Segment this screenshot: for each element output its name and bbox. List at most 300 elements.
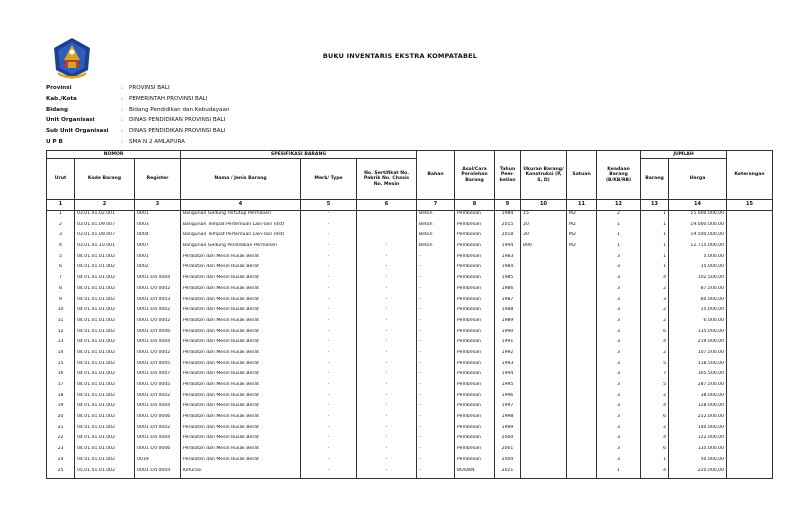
meta-row <box>46 115 229 126</box>
cell-nama-barang: Peralatan dan Mesin Rusak Berat <box>181 446 301 457</box>
cell-kode-barang: 04.01.01.01.002 <box>75 361 135 372</box>
cell-jumlah-barang: 1 <box>641 243 669 254</box>
cell-register: 0003 <box>135 222 181 233</box>
cell-bahan: - <box>417 393 455 404</box>
table-row <box>47 457 773 468</box>
cell-kode-barang: 04.01.01.01.002 <box>75 414 135 425</box>
cell-satuan <box>567 264 597 275</box>
cell-asal: Pembelian <box>455 254 495 265</box>
cell-bahan: - <box>417 264 455 275</box>
cell-ukuran <box>521 297 567 308</box>
cell-satuan <box>567 361 597 372</box>
cell-bahan: - <box>417 361 455 372</box>
cell-keadaan: 3 <box>597 318 641 329</box>
cell-register: 0001 s/d 0004 <box>135 468 181 479</box>
cell-ukuran <box>521 350 567 361</box>
cell-bahan: - <box>417 254 455 265</box>
cell-jumlah-barang: 1 <box>641 457 669 468</box>
cell-kode-barang: 03.01.01.02.001 <box>75 211 135 222</box>
cell-keadaan: 3 <box>597 371 641 382</box>
meta-value: Bidang Pendidikan dan Kebudayaan <box>129 106 230 113</box>
cell-harga: 135.000,00 <box>669 329 727 340</box>
cell-merk: - <box>301 435 357 446</box>
cell-satuan <box>567 446 597 457</box>
header-register: Register <box>135 159 181 200</box>
meta-colon: : <box>121 106 123 113</box>
cell-asal: Pembelian <box>455 393 495 404</box>
meta-row <box>46 126 229 137</box>
cell-sertifikat: - <box>357 393 417 404</box>
cell-register: 0001 s/d 0002 <box>135 307 181 318</box>
cell-kode-barang: 03.01.01.10.001 <box>75 243 135 254</box>
meta-row <box>46 94 229 105</box>
cell-satuan: M2 <box>567 222 597 233</box>
cell-kode-barang: 04.01.01.01.002 <box>75 286 135 297</box>
cell-jumlah-barang: 2 <box>641 286 669 297</box>
cell-asal: BOS/KN <box>455 468 495 479</box>
cell-ukuran: 15 <box>521 211 567 222</box>
cell-tahun: 1994 <box>495 371 521 382</box>
cell-kode-barang: 04.01.01.01.002 <box>75 425 135 436</box>
cell-keterangan <box>727 222 773 233</box>
cell-keterangan <box>727 382 773 393</box>
cell-register: 0001 s/d 0006 <box>135 414 181 425</box>
cell-kode-barang: 04.01.01.01.002 <box>75 275 135 286</box>
cell-ukuran: 20 <box>521 222 567 233</box>
cell-bahan: - <box>417 275 455 286</box>
cell-merk: - <box>301 318 357 329</box>
cell-urut: 19 <box>47 403 75 414</box>
cell-sertifikat: - <box>357 468 417 479</box>
table-row <box>47 211 773 222</box>
cell-jumlah-barang: 1 <box>641 254 669 265</box>
cell-harga: 12.715.000,00 <box>669 243 727 254</box>
table-row <box>47 222 773 233</box>
cell-asal: Pembelian <box>455 222 495 233</box>
cell-tahun: 1993 <box>495 361 521 372</box>
cell-merk: - <box>301 446 357 457</box>
cell-keadaan: 3 <box>597 254 641 265</box>
cell-harga: 50.000,00 <box>669 457 727 468</box>
cell-keadaan: 2 <box>597 211 641 222</box>
cell-asal: Pembelian <box>455 425 495 436</box>
cell-harga: 135.000,00 <box>669 446 727 457</box>
cell-satuan <box>567 339 597 350</box>
cell-harga: 19.000.000,00 <box>669 222 727 233</box>
column-number: 2 <box>75 200 135 211</box>
table-row <box>47 371 773 382</box>
cell-sertifikat: - <box>357 350 417 361</box>
header-asal: Asal/Cara Perolehan Barang <box>455 151 495 200</box>
cell-nama-barang: Peralatan dan Mesin Rusak Berat <box>181 254 301 265</box>
cell-kode-barang: 04.01.01.01.002 <box>75 457 135 468</box>
cell-harga: 5.000,00 <box>669 254 727 265</box>
cell-tahun: 1996 <box>495 393 521 404</box>
column-number-row <box>47 200 773 211</box>
cell-asal: Pembelian <box>455 232 495 243</box>
cell-nama-barang: Bangunan Gedung Tertutup Permanen <box>181 211 301 222</box>
cell-jumlah-barang: 4 <box>641 339 669 350</box>
cell-keterangan <box>727 211 773 222</box>
cell-harga: 87.500,00 <box>669 286 727 297</box>
cell-bahan: - <box>417 318 455 329</box>
cell-tahun: 1990 <box>495 329 521 340</box>
cell-jumlah-barang: 2 <box>641 318 669 329</box>
cell-kode-barang: 04.01.01.01.002 <box>75 297 135 308</box>
cell-sertifikat: - <box>357 425 417 436</box>
cell-satuan <box>567 403 597 414</box>
cell-satuan: M2 <box>567 232 597 243</box>
cell-asal: Pembelian <box>455 307 495 318</box>
column-number: 1 <box>47 200 75 211</box>
cell-harga: 15.000.000,00 <box>669 211 727 222</box>
cell-jumlah-barang: 5 <box>641 361 669 372</box>
header-barang: Barang <box>641 159 669 200</box>
cell-urut: 10 <box>47 307 75 318</box>
meta-colon: : <box>121 128 123 135</box>
cell-urut: 14 <box>47 350 75 361</box>
cell-tahun: 2001 <box>495 446 521 457</box>
cell-ukuran: 30 <box>521 232 567 243</box>
cell-merk: - <box>301 414 357 425</box>
cell-satuan <box>567 371 597 382</box>
cell-ukuran <box>521 264 567 275</box>
meta-label: Provinsi <box>46 85 72 91</box>
cell-jumlah-barang: 6 <box>641 446 669 457</box>
column-number: 7 <box>417 200 455 211</box>
cell-keterangan <box>727 232 773 243</box>
cell-jumlah-barang: 1 <box>641 232 669 243</box>
cell-jumlah-barang: 1 <box>641 222 669 233</box>
cell-register: 0001 <box>135 254 181 265</box>
cell-asal: Pembelian <box>455 371 495 382</box>
cell-keadaan: 3 <box>597 435 641 446</box>
cell-bahan: - <box>417 350 455 361</box>
cell-register: 0001 s/d 0004 <box>135 275 181 286</box>
column-number: 3 <box>135 200 181 211</box>
cell-ukuran <box>521 329 567 340</box>
cell-asal: Pembelian <box>455 264 495 275</box>
table-row <box>47 275 773 286</box>
cell-satuan <box>567 468 597 479</box>
table-row <box>47 286 773 297</box>
cell-merk: - <box>301 393 357 404</box>
cell-jumlah-barang: 7 <box>641 371 669 382</box>
cell-keterangan <box>727 286 773 297</box>
cell-jumlah-barang: 2 <box>641 425 669 436</box>
meta-label: U P B <box>46 138 63 145</box>
cell-keadaan: 3 <box>597 275 641 286</box>
cell-nama-barang: Peralatan dan Mesin Rusak Berat <box>181 457 301 468</box>
cell-merk: - <box>301 232 357 243</box>
cell-nama-barang: Peralatan dan Mesin Rusak Berat <box>181 264 301 275</box>
cell-nama-barang: Peralatan dan Mesin Rusak Berat <box>181 435 301 446</box>
cell-keterangan <box>727 468 773 479</box>
column-number: 6 <box>357 200 417 211</box>
cell-register: 0001 s/d 0006 <box>135 446 181 457</box>
cell-merk: - <box>301 350 357 361</box>
cell-harga: 118.500,00 <box>669 361 727 372</box>
cell-asal: Pembelian <box>455 286 495 297</box>
cell-keadaan: 3 <box>597 403 641 414</box>
cell-bahan: Beton <box>417 232 455 243</box>
cell-urut: 18 <box>47 393 75 404</box>
cell-tahun: 1991 <box>495 339 521 350</box>
cell-nama-barang: Peralatan dan Mesin Rusak Berat <box>181 286 301 297</box>
cell-kode-barang: 04.01.01.01.002 <box>75 350 135 361</box>
cell-ukuran <box>521 457 567 468</box>
cell-register: 0001 s/d 0007 <box>135 371 181 382</box>
cell-register: 0001 s/d 0005 <box>135 382 181 393</box>
cell-merk: - <box>301 403 357 414</box>
cell-jumlah-barang: 6 <box>641 329 669 340</box>
cell-sertifikat <box>357 232 417 243</box>
cell-satuan <box>567 393 597 404</box>
meta-value: PROVINSI BALI <box>129 85 170 91</box>
cell-satuan: M2 <box>567 243 597 254</box>
cell-bahan: - <box>417 468 455 479</box>
cell-keadaan: 3 <box>597 382 641 393</box>
cell-nama-barang: Peralatan dan Mesin Rusak Berat <box>181 382 301 393</box>
cell-ukuran <box>521 307 567 318</box>
cell-merk: - <box>301 329 357 340</box>
cell-harga: 140.000,00 <box>669 425 727 436</box>
page-title: BUKU INVENTARIS EKSTRA KOMPATABEL <box>322 52 478 60</box>
cell-merk: - <box>301 307 357 318</box>
cell-keterangan <box>727 329 773 340</box>
cell-asal: Pembelian <box>455 361 495 372</box>
meta-row <box>46 83 229 94</box>
header-satuan: Satuan <box>567 151 597 200</box>
table-row <box>47 435 773 446</box>
cell-bahan: - <box>417 286 455 297</box>
cell-register: 0001 s/d 0004 <box>135 435 181 446</box>
cell-jumlah-barang: 2 <box>641 307 669 318</box>
header-harga: Harga <box>669 159 727 200</box>
cell-keterangan <box>727 371 773 382</box>
cell-harga: 6.000,00 <box>669 318 727 329</box>
cell-sertifikat: - <box>357 371 417 382</box>
cell-ukuran <box>521 254 567 265</box>
cell-jumlah-barang: 6 <box>641 414 669 425</box>
cell-asal: Pembelian <box>455 382 495 393</box>
cell-merk: - <box>301 425 357 436</box>
cell-satuan <box>567 350 597 361</box>
cell-tahun: 1985 <box>495 275 521 286</box>
header-tahun: Tahun Pem- belian <box>495 151 521 200</box>
cell-asal: Pembelian <box>455 350 495 361</box>
table-row <box>47 382 773 393</box>
cell-ukuran <box>521 371 567 382</box>
cell-sertifikat: - <box>357 254 417 265</box>
inventory-rows <box>47 211 773 479</box>
cell-urut: 22 <box>47 435 75 446</box>
cell-asal: Pembelian <box>455 339 495 350</box>
cell-keterangan <box>727 254 773 265</box>
cell-kode-barang: 04.01.01.01.002 <box>75 339 135 350</box>
cell-ukuran <box>521 425 567 436</box>
cell-urut: 1 <box>47 211 75 222</box>
cell-ukuran <box>521 318 567 329</box>
meta-value: DINAS PENDIDIKAN PROVINSI BALI <box>129 128 226 135</box>
cell-nama-barang: Bangunan Tempat Pertemuan Lain-lain (dst) <box>181 222 301 233</box>
cell-asal: Pembelian <box>455 211 495 222</box>
cell-bahan: Beton <box>417 222 455 233</box>
table-row <box>47 297 773 308</box>
table-row <box>47 339 773 350</box>
cell-register: 0001 <box>135 211 181 222</box>
cell-kode-barang: 04.01.01.01.002 <box>75 329 135 340</box>
header-jumlah: JUMLAH <box>641 151 727 159</box>
column-number: 9 <box>495 200 521 211</box>
cell-urut: 20 <box>47 414 75 425</box>
cell-asal: Pembelian <box>455 414 495 425</box>
cell-register: 0001 s/d 0004 <box>135 403 181 414</box>
cell-kode-barang: 04.01.01.01.002 <box>75 371 135 382</box>
cell-jumlah-barang: 1 <box>641 264 669 275</box>
cell-keterangan <box>727 403 773 414</box>
cell-ukuran <box>521 339 567 350</box>
cell-urut: 23 <box>47 446 75 457</box>
meta-colon: : <box>121 95 123 102</box>
cell-keadaan: 3 <box>597 329 641 340</box>
cell-urut: 15 <box>47 361 75 372</box>
header-bahan: Bahan <box>417 151 455 200</box>
header-nomor: NOMOR <box>47 151 181 159</box>
cell-merk: - <box>301 339 357 350</box>
cell-asal: Pembelian <box>455 318 495 329</box>
cell-keadaan: 1 <box>597 243 641 254</box>
inventory-table <box>46 150 773 479</box>
cell-register: 0019 <box>135 457 181 468</box>
meta-label: Unit Organisasi <box>46 117 95 124</box>
column-number: 13 <box>641 200 669 211</box>
cell-keadaan: 3 <box>597 425 641 436</box>
cell-tahun: 1998 <box>495 414 521 425</box>
cell-merk: - <box>301 275 357 286</box>
cell-keterangan <box>727 350 773 361</box>
meta-value: DINAS PENDIDIKAN PROVINSI BALI <box>129 117 226 124</box>
cell-keterangan <box>727 318 773 329</box>
cell-sertifikat: - <box>357 275 417 286</box>
cell-keadaan: 1 <box>597 468 641 479</box>
cell-urut: 24 <box>47 457 75 468</box>
cell-keadaan: 3 <box>597 457 641 468</box>
cell-nama-barang: Peralatan dan Mesin Rusak Berat <box>181 297 301 308</box>
cell-kode-barang: 04.01.01.01.002 <box>75 393 135 404</box>
cell-nama-barang: Peralatan dan Mesin Rusak Berat <box>181 329 301 340</box>
table-row <box>47 393 773 404</box>
cell-harga: 122.000,00 <box>669 435 727 446</box>
cell-urut: 2 <box>47 222 75 233</box>
cell-register: 0001 s/d 0002 <box>135 425 181 436</box>
cell-harga: 220.000,00 <box>669 468 727 479</box>
cell-kode-barang: 04.01.01.01.002 <box>75 307 135 318</box>
cell-sertifikat: - <box>357 361 417 372</box>
cell-keadaan: 3 <box>597 393 641 404</box>
cell-sertifikat: - <box>357 307 417 318</box>
cell-asal: Pembelian <box>455 275 495 286</box>
cell-jumlah-barang: 2 <box>641 393 669 404</box>
cell-urut: 16 <box>47 371 75 382</box>
cell-ukuran <box>521 275 567 286</box>
cell-urut: 12 <box>47 329 75 340</box>
cell-nama-barang: Peralatan dan Mesin Rusak Berat <box>181 414 301 425</box>
cell-satuan <box>567 457 597 468</box>
cell-keadaan: 3 <box>597 264 641 275</box>
cell-sertifikat: - <box>357 403 417 414</box>
meta-colon: : <box>121 138 123 145</box>
cell-urut: 17 <box>47 382 75 393</box>
cell-sertifikat: - <box>357 435 417 446</box>
cell-merk: - <box>301 457 357 468</box>
cell-kode-barang: 04.01.01.01.002 <box>75 318 135 329</box>
cell-urut: 4 <box>47 243 75 254</box>
table-row <box>47 318 773 329</box>
cell-keterangan <box>727 446 773 457</box>
cell-sertifikat: - <box>357 382 417 393</box>
table-row <box>47 350 773 361</box>
table-row <box>47 425 773 436</box>
cell-sertifikat: - <box>357 318 417 329</box>
cell-nama-barang: Peralatan dan Mesin Rusak Berat <box>181 318 301 329</box>
cell-asal: Pembelian <box>455 243 495 254</box>
cell-urut: 13 <box>47 339 75 350</box>
cell-merk: - <box>301 264 357 275</box>
cell-merk: - <box>301 243 357 254</box>
cell-asal: Pembelian <box>455 446 495 457</box>
cell-satuan <box>567 297 597 308</box>
cell-ukuran <box>521 446 567 457</box>
cell-keadaan: 1 <box>597 232 641 243</box>
cell-nama-barang: Peralatan dan Mesin Rusak Berat <box>181 371 301 382</box>
cell-bahan: - <box>417 371 455 382</box>
table-row <box>47 264 773 275</box>
cell-satuan <box>567 254 597 265</box>
table-row <box>47 329 773 340</box>
cell-merk: - <box>301 361 357 372</box>
cell-bahan: Beton <box>417 243 455 254</box>
cell-kode-barang: 05.01.01.01.002 <box>75 468 135 479</box>
cell-bahan: Beton <box>417 211 455 222</box>
cell-ukuran <box>521 414 567 425</box>
cell-nama-barang: Peralatan dan Mesin Rusak Berat <box>181 307 301 318</box>
cell-asal: Pembelian <box>455 297 495 308</box>
cell-harga: 128.000,00 <box>669 403 727 414</box>
cell-tahun: 1986 <box>495 286 521 297</box>
cell-satuan <box>567 435 597 446</box>
cell-keterangan <box>727 307 773 318</box>
cell-keterangan <box>727 414 773 425</box>
cell-tahun: 1989 <box>495 318 521 329</box>
cell-register: 0007 <box>135 243 181 254</box>
meta-label: Bidang <box>46 106 68 113</box>
cell-bahan: - <box>417 403 455 414</box>
table-row <box>47 361 773 372</box>
cell-harga: 60.000,00 <box>669 297 727 308</box>
cell-ukuran <box>521 382 567 393</box>
header-keterangan: Keterangan <box>727 151 773 200</box>
cell-keterangan <box>727 457 773 468</box>
cell-ukuran <box>521 361 567 372</box>
cell-satuan <box>567 382 597 393</box>
cell-keterangan <box>727 435 773 446</box>
header-spesifikasi: SPESIFIKASI BARANG <box>181 151 417 159</box>
cell-sertifikat: - <box>357 329 417 340</box>
cell-keadaan: 3 <box>597 297 641 308</box>
cell-register: 0001 s/d 0003 <box>135 297 181 308</box>
table-row <box>47 403 773 414</box>
